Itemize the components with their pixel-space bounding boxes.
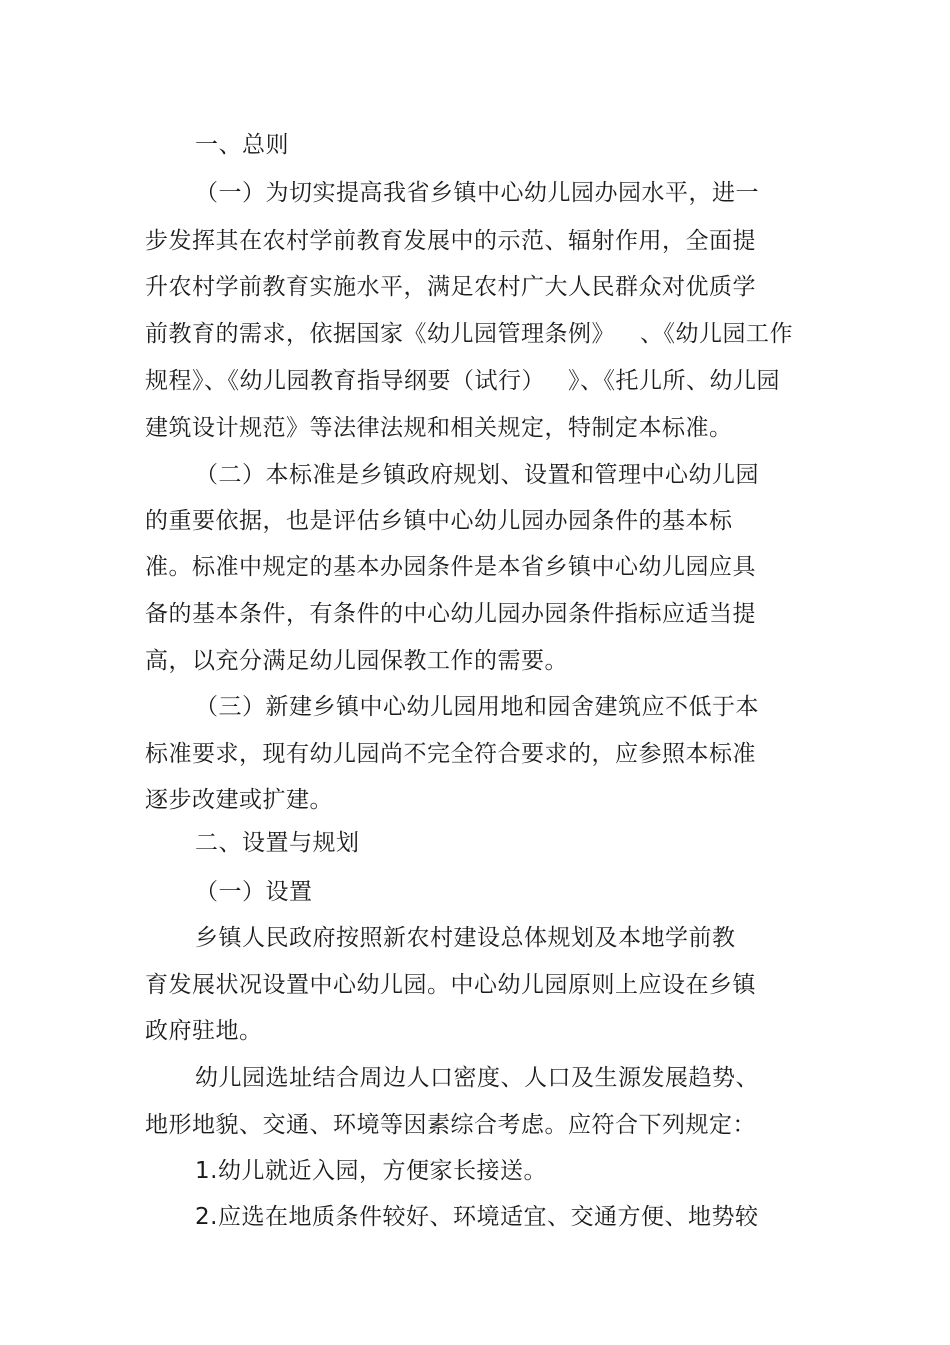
list-item: 1.幼儿就近入园，方便家长接送。	[195, 1158, 547, 1184]
paragraph-line: 备的基本条件，有条件的中心幼儿园办园条件指标应适当提	[145, 601, 756, 627]
heading-general: 一、总则	[195, 132, 289, 158]
paragraph-line: （一）为切实提高我省乡镇中心幼儿园办园水平，进一	[195, 180, 759, 206]
subheading-setup: （一）设置	[195, 879, 313, 905]
list-item: 2.应选在地质条件较好、环境适宜、交通方便、地势较	[195, 1204, 759, 1230]
paragraph-line: 前教育的需求，依据国家《幼儿园管理条例》	[145, 321, 615, 347]
heading-setup-planning: 二、设置与规划	[195, 830, 360, 856]
paragraph-line: 标准要求，现有幼儿园尚不完全符合要求的，应参照本标准	[145, 741, 756, 767]
paragraph-line: 建筑设计规范》等法律法规和相关规定，特制定本标准。	[145, 415, 733, 441]
paragraph-line: 步发挥其在农村学前教育发展中的示范、辐射作用，全面提	[145, 228, 756, 254]
paragraph-line: 育发展状况设置中心幼儿园。中心幼儿园原则上应设在乡镇	[145, 972, 756, 998]
paragraph-line: 政府驻地。	[145, 1018, 263, 1044]
paragraph-line: 》、《托儿所、幼儿园	[568, 368, 780, 394]
paragraph-line: 逐步改建或扩建。	[145, 787, 333, 813]
paragraph-line: （二）本标准是乡镇政府规划、设置和管理中心幼儿园	[195, 462, 759, 488]
paragraph-line: 乡镇人民政府按照新农村建设总体规划及本地学前教	[195, 925, 736, 951]
paragraph-line: 幼儿园选址结合周边人口密度、人口及生源发展趋势、	[195, 1065, 759, 1091]
paragraph-line: 、《幼儿园工作	[640, 321, 793, 347]
paragraph-line: 规程》、《幼儿园教育指导纲要（试行）	[145, 368, 545, 394]
paragraph-line: 的重要依据，也是评估乡镇中心幼儿园办园条件的基本标	[145, 508, 733, 534]
paragraph-line: 准。标准中规定的基本办园条件是本省乡镇中心幼儿园应具	[145, 554, 756, 580]
paragraph-line: 高，以充分满足幼儿园保教工作的需要。	[145, 648, 568, 674]
paragraph-line: 升农村学前教育实施水平，满足农村广大人民群众对优质学	[145, 274, 756, 300]
paragraph-line: 地形地貌、交通、环境等因素综合考虑。应符合下列规定：	[145, 1112, 756, 1138]
paragraph-line: （三）新建乡镇中心幼儿园用地和园舍建筑应不低于本	[195, 694, 759, 720]
